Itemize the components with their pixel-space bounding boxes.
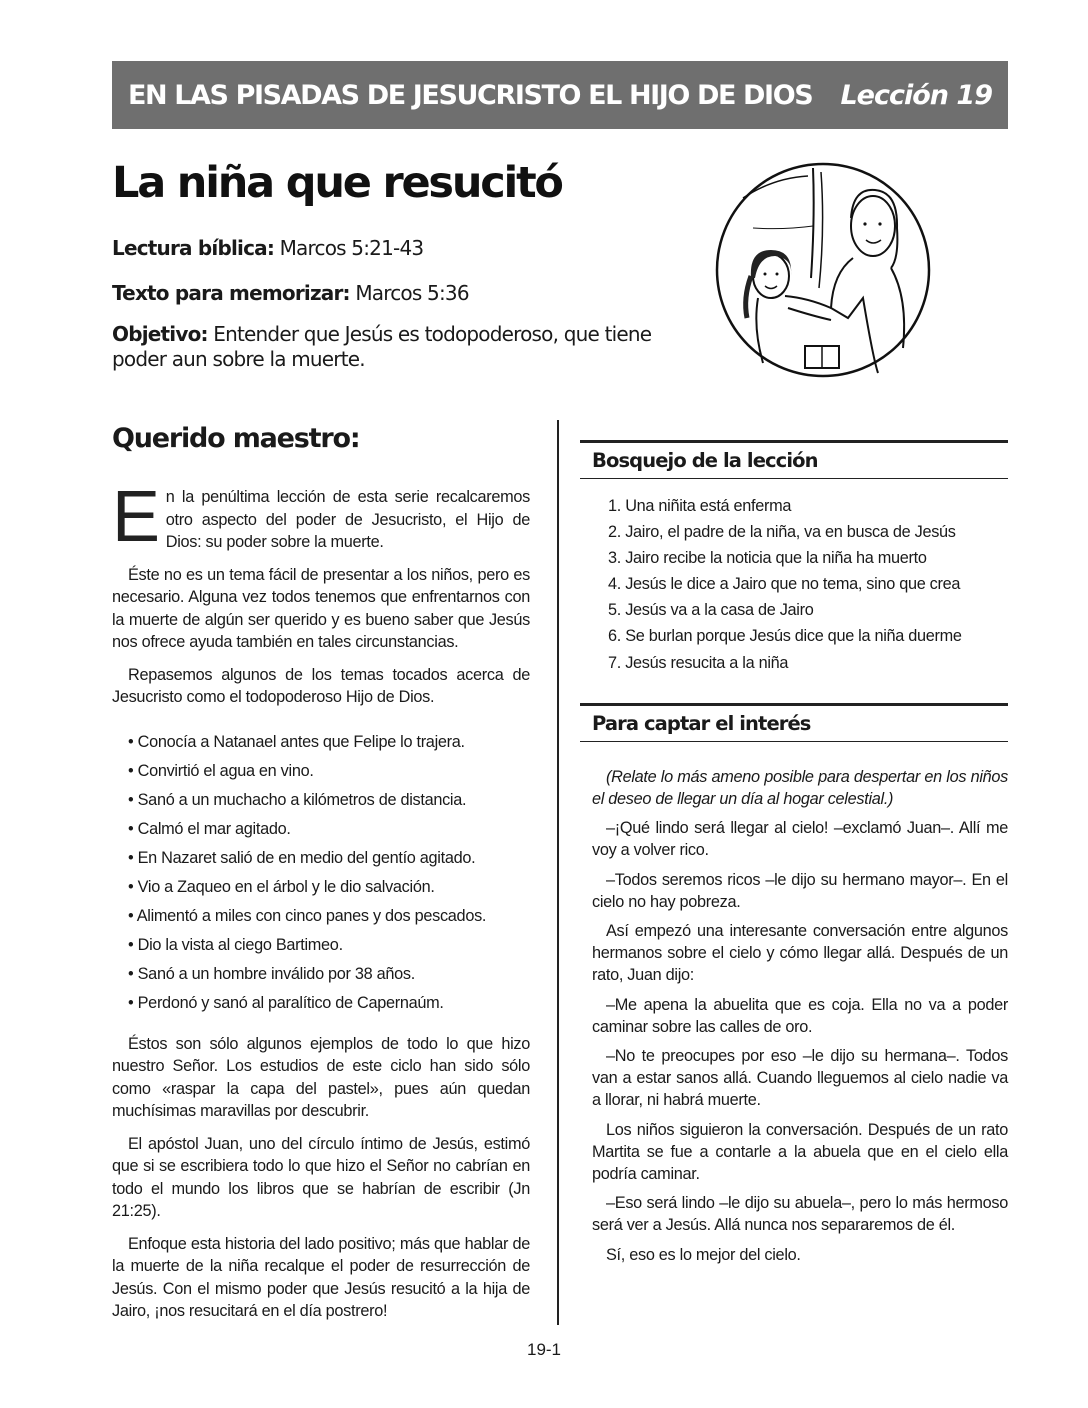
- list-item: • Calmó el mar agitado.: [128, 819, 291, 838]
- story-paragraph: –Todos seremos ricos –le dijo su hermano mayor–. En el cielo no hay pobreza.: [592, 870, 1008, 911]
- bible-reading-label: Lectura bíblica:: [112, 236, 275, 260]
- paragraph: Enfoque esta historia del lado positivo; más que hablar de la muerte de la niña recalque el poder de resurrección de Jesús. Con el mismo poder que Jesús resucitó a la hija de Jairo, ¡nos resucitará en el día postrero!: [112, 1234, 530, 1321]
- story-paragraph: Los niños siguieron la conversación. Después de un rato Martita se fue a contarle a la abuela que en el cielo ella podría caminar.: [592, 1120, 1008, 1183]
- column-divider: [557, 420, 559, 1325]
- page-title: La niña que resucitó: [112, 158, 562, 208]
- paragraph: Repasemos algunos de los temas tocados acerca de Jesucristo como el todopoderoso Hijo de Dios.: [112, 665, 530, 706]
- list-item: • Perdonó y sanó al paralítico de Capernaúm.: [128, 994, 444, 1013]
- series-banner: [112, 61, 1008, 129]
- memory-verse-label: Texto para memorizar:: [112, 281, 350, 305]
- list-item: • En Nazaret salió de en medio del gentío agitado.: [128, 848, 476, 867]
- list-item: • Conocía a Natanael antes que Felipe lo trajera.: [128, 732, 465, 751]
- lesson-number: Lección 19: [840, 79, 992, 111]
- outline-item: 5. Jesús va a la casa de Jairo: [608, 601, 814, 620]
- outline-item: 3. Jairo recibe la noticia que la niña ha muerto: [608, 549, 927, 568]
- list-item: • Alimentó a miles con cinco panes y dos pescados.: [128, 907, 487, 926]
- story-paragraph: –No te preocupes por eso –le dijo su hermana–. Todos van a estar sanos allá. Cuando lleguemos al cielo nadie va a llorar, ni habrá muerte.: [592, 1047, 1008, 1110]
- story-paragraph: –¡Qué lindo será llegar al cielo! –exclamó Juan–. Allí me voy a volver rico.: [592, 819, 1008, 860]
- list-item: • Convirtió el agua en vino.: [128, 761, 314, 780]
- teacher-heading: Querido maestro:: [112, 423, 360, 454]
- objective-label: Objetivo:: [112, 322, 208, 346]
- intro-paragraph: [112, 477, 530, 557]
- interest-story: [580, 766, 1008, 1266]
- story-paragraph: –Me apena la abuelita que es coja. Ella no va a poder caminar sobre las calles de oro.: [592, 995, 1008, 1036]
- miracles-list: [112, 731, 530, 1015]
- outline-item: 1. Una niñita está enferma: [608, 497, 792, 515]
- list-item: • Sanó a un muchacho a kilómetros de distancia.: [128, 790, 467, 809]
- page-number: 19-1: [526, 1340, 562, 1359]
- intro-text: n la penúltima lección de esta serie recalcaremos otro aspecto del poder de Jesucristo, el Hijo de Dios: su poder sobre la muerte.: [165, 488, 530, 551]
- paragraph: Éstos son sólo algunos ejemplos de todo lo que hizo nuestro Señor. Los estudios de este ciclo han sido sólo como «raspar la capa del pastel», pues aún quedan muchísimas maravillas por descubrir.: [112, 1034, 530, 1121]
- outline-item: 6. Se burlan porque Jesús dice que la niña duerme: [608, 627, 962, 646]
- objective: [112, 322, 652, 372]
- list-item: • Dio la vista al ciego Bartimeo.: [128, 936, 343, 955]
- drop-cap: E: [112, 477, 160, 557]
- right-column: [580, 440, 1008, 1273]
- outline-item: 7. Jesús resucita a la niña: [608, 653, 789, 672]
- interest-heading: Para captar el interés: [580, 703, 1008, 742]
- outline-heading: Bosquejo de la lección: [580, 440, 1008, 479]
- list-item: • Sanó a un hombre inválido por 38 años.: [128, 965, 415, 984]
- objective-value: Entender que Jesús es todopoderoso, que tiene poder aun sobre la muerte.: [112, 322, 652, 371]
- story-paragraph: Así empezó una interesante conversación entre algunos hermanos sobre el cielo y cómo llegar allá. Después de un rato, Juan dijo:: [592, 922, 1008, 985]
- series-title: EN LAS PISADAS DE JESUCRISTO EL HIJO DE DIOS: [128, 79, 813, 111]
- lesson-outline: [580, 497, 1008, 673]
- outline-item: 2. Jairo, el padre de la niña, va en busca de Jesús: [608, 523, 956, 542]
- outline-item: 4. Jesús le dice a Jairo que no tema, sino que crea: [608, 575, 961, 594]
- bible-reading: [112, 236, 423, 261]
- list-item: • Vio a Zaqueo en el árbol y le dio salvación.: [128, 877, 435, 896]
- teacher-letter: [112, 477, 530, 1333]
- memory-verse: [112, 281, 469, 306]
- paragraph: Éste no es un tema fácil de presentar a los niños, pero es necesario. Alguna vez todos tenemos que enfrentarnos con la muerte de algún ser querido y es bueno saber que Jesús nos ofrece ayuda también en tales circunstancias.: [112, 565, 530, 651]
- paragraph: El apóstol Juan, uno del círculo íntimo de Jesús, estimó que si se escribiera todo lo que hizo el Señor no cabrían en todo el mundo los libros que se habrían de escribir (Jn 21:25).: [112, 1134, 530, 1221]
- instruction-note: (Relate lo más ameno posible para despertar en los niños el deseo de llegar un día al hogar celestial.): [592, 767, 1008, 808]
- jesus-and-girl-illustration: [713, 158, 933, 383]
- memory-verse-value: Marcos 5:36: [349, 281, 469, 305]
- story-paragraph: Sí, eso es lo mejor del cielo.: [606, 1245, 801, 1264]
- bible-reading-value: Marcos 5:21-43: [274, 236, 424, 260]
- story-paragraph: –Eso será lindo –le dijo su abuela–, pero lo más hermoso será ver a Jesús. Allá nunca nos separaremos de él.: [592, 1194, 1008, 1235]
